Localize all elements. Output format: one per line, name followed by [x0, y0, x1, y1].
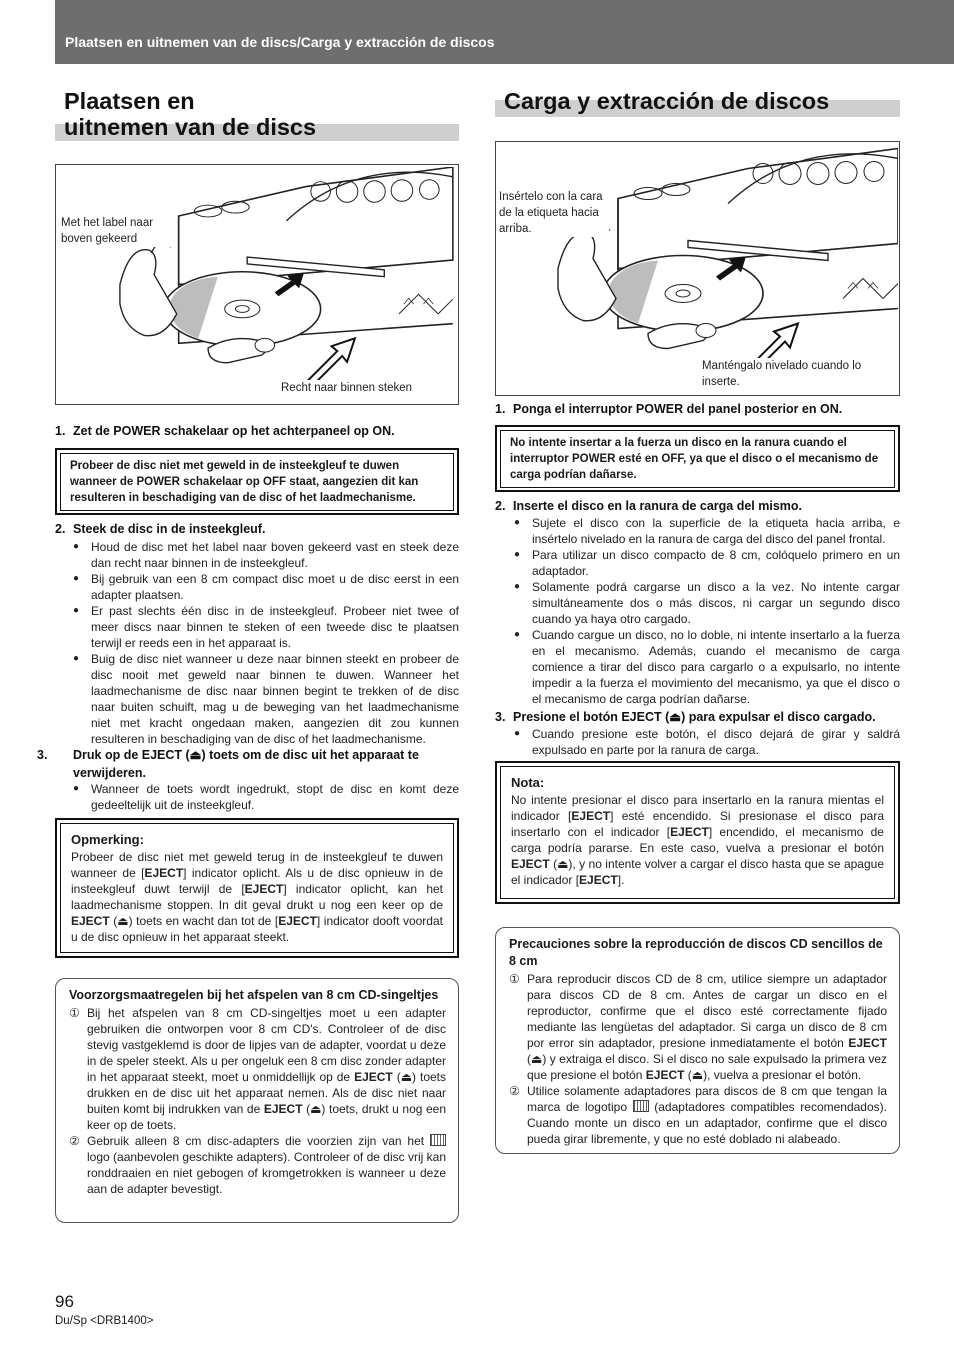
- list-item: ● Bij gebruik van een 8 cm compact disc moet u de disc eerst in een adapter plaatsen.: [73, 571, 459, 603]
- right-step-1-num: 1.: [495, 402, 506, 416]
- left-note-title: Opmerking:: [71, 832, 144, 847]
- left-step-2: [55, 520, 459, 538]
- left-prec-item-2: ② Gebruik alleen 8 cm disc-adapters die voorzien zijn van het logo (aanbevolen geschikte adapters). Controleer of de disc vrij kan ronddraaien en niet gebogen of kromgetrokken is wanneer u deze aan de adapter bevestigt.: [69, 1133, 446, 1197]
- right-warning-text: No intente insertar a la fuerza un disco en la ranura cuando el interruptor POWER esté en OFF, ya que el disco o el mecanismo de carga podrían dañarse.: [500, 430, 895, 488]
- right-step-1: [495, 400, 900, 418]
- left-note-body: Probeer de disc niet met geweld terug in de insteekgleuf te duwen wanneer de [EJECT] indicator oplicht. Als u de disc opnieuw in de insteekgleuf duwt terwijl de [EJECT] indicator oplicht, kan het laadmechanisme stoppen. In dit geval drukt u nog een keer op de EJECT (⏏) toets en wacht dan tot de [EJECT] indicator dooft voordat u de disc opnieuw in het apparaat steekt.: [71, 850, 443, 944]
- list-item: ● Cuando cargue un disco, no lo doble, ni intente insertarlo a la fuerza en el mecanismo. Además, cuando el mecanismo de carga comience a tirar del disco para cargarlo o a expulsarlo, no intente impedir a la fuerza el movimiento del mecanismo, ya que el disco o el mecanismo de carga podrían dañarse.: [514, 627, 900, 707]
- right-step-3-num: 3.: [495, 710, 506, 724]
- list-item: ● Solamente podrá cargarse un disco a la vez. No intente cargar simultáneamente dos o más discos, ni cargar un segundo disco cuando ya haya otro cargado.: [514, 579, 900, 627]
- right-prec-item-1: ① Para reproducir discos CD de 8 cm, utilice siempre un adaptador para discos CD de 8 cm. Antes de cargar un disco en el reproductor, confirme que el disco esté correctamente fijado mediante las lengüetas del adaptador. Si carga un disco de 8 cm por error sin adaptador, presione inmediatamente el botón EJECT (⏏) y extraiga el disco. Si el disco no sale expulsado la primera vez que presione el botón EJECT (⏏), vuelva a presionar el botón.: [509, 971, 887, 1083]
- right-prec-item-2: ② Utilice solamente adaptadores para discos de 8 cm que tengan la marca de logotipo (adaptadores compatibles recomendados). Cuando monte un disco en un adaptador, confirme que el disco pueda girar libremente, y que no esté doblado ni alabeado.: [509, 1083, 887, 1147]
- list-item: ● Cuando presione este botón, el disco dejará de girar y saldrá expulsado en parte por la ranura de carga.: [514, 726, 900, 758]
- right-step-1-text: Ponga el interruptor POWER del panel posterior en ON.: [513, 402, 843, 416]
- right-note-title: Nota:: [511, 775, 545, 790]
- left-step-3: [37, 746, 459, 782]
- right-step-3: [495, 708, 900, 726]
- left-step-1: [55, 422, 459, 440]
- right-precautions-title: Precauciones sobre la reproducción de discos CD sencillos de 8 cm: [509, 937, 883, 968]
- right-precautions-box: [495, 927, 900, 1154]
- list-item: ● Er past slechts één disc in de insteekgleuf. Probeer niet twee of meer discs naar binnen te steken of een tweede disc te plaatsen terwijl er reeds een in het apparaat is.: [73, 603, 459, 651]
- document-code: Du/Sp <DRB1400>: [55, 1315, 154, 1327]
- right-note-box: [495, 761, 900, 904]
- right-step-3-text: Presione el botón EJECT (⏏) para expulsar el disco cargado.: [513, 710, 876, 724]
- left-warning-text: Probeer de disc niet met geweld in de insteekgleuf te duwen wanneer de POWER schakelaar op OFF staat, aangezien dit kan resulteren in beschadiging van de disc of het laadmechanisme.: [60, 453, 454, 511]
- list-item: ● Houd de disc met het label naar boven gekeerd vast en steek deze dan recht naar binnen in de insteekgleuf.: [73, 539, 459, 571]
- left-fig-label-bottom: Recht naar binnen steken: [281, 382, 413, 394]
- right-section-title: Carga y extracción de discos: [504, 88, 830, 114]
- page-number: 96: [55, 1292, 74, 1311]
- left-step-3-bullets: [73, 781, 459, 813]
- list-item: ● Wanneer de toets wordt ingedrukt, stopt de disc en komt deze gedeeltelijk uit de insteekgleuf.: [73, 781, 459, 813]
- left-step-1-num: 1.: [55, 424, 66, 438]
- left-step-2-num: 2.: [55, 522, 66, 536]
- right-warning-box: [495, 425, 900, 492]
- right-figure: [495, 141, 900, 396]
- header-title: Plaatsen en uitnemen van de discs/Carga y extracción de discos: [65, 34, 495, 50]
- left-prec-item-1: ① Bij het afspelen van 8 cm CD-singeltjes moet u een adapter gebruiken die ontworpen voor 8 cm CD's. Controleer of de disc stevig vastgeklemd is door de lipjes van de adapter, voordat u deze in de speler steekt. Als u per ongeluk een 8 cm disc zonder adapter in het apparaat steekt, moet u onmiddellijk op de EJECT (⏏) toets drukken en de disc uit het apparaat nemen. Als de disc niet naar buiten komt bij indrukken van de EJECT (⏏) toets, drukt u nog een keer op de toets.: [69, 1005, 446, 1133]
- right-step-3-bullets: [514, 726, 900, 758]
- list-item: ● Sujete el disco con la superficie de la etiqueta hacia arriba, e insértelo nivelado en la ranura de carga del disco del panel frontal.: [514, 515, 900, 547]
- compact-disc-logo-icon: [633, 1100, 649, 1112]
- right-note-body: No intente presionar el disco para insertarlo en la ranura mientas el indicador [EJECT] esté encendido. Si presionase el disco para insertarlo con el indicador [EJECT] encendido, el mecanismo de carga podría pararse. En este caso, vuelva a presionar el botón EJECT (⏏), y no intente volver a cargar el disco hasta que se apague el indicador [EJECT].: [511, 793, 884, 887]
- disc-loading-illustration: [58, 167, 456, 402]
- right-fig-label-top: Insértelo con la cara de la etiqueta hacia arriba.: [499, 189, 609, 237]
- right-step-2-text: Inserte el disco en la ranura de carga del mismo.: [513, 499, 803, 513]
- list-item: ● Para utilizar un disco compacto de 8 cm, colóquelo primero en un adaptador.: [514, 547, 900, 579]
- left-title-line2: uitnemen van de discs: [64, 114, 317, 140]
- left-note-box: [55, 818, 459, 958]
- left-step-2-bullets: [73, 539, 459, 747]
- right-step-2-num: 2.: [495, 499, 506, 513]
- left-figure: [55, 164, 459, 405]
- left-step-2-text: Steek de disc in de insteekgleuf.: [73, 522, 266, 536]
- left-step-3-text: Druk op de EJECT (⏏) toets om de disc uit het apparaat te verwijderen.: [73, 748, 419, 780]
- right-step-2-bullets: [514, 515, 900, 707]
- right-step-2: [495, 497, 900, 515]
- right-fig-label-bottom: Manténgalo nivelado cuando lo inserte.: [702, 358, 877, 390]
- left-section-title: [64, 88, 316, 140]
- left-step-1-text: Zet de POWER schakelaar op het achterpaneel op ON.: [73, 424, 395, 438]
- left-title-line1: Plaatsen en: [64, 88, 195, 114]
- left-step-3-num: 3.: [37, 748, 48, 762]
- left-fig-label-top: Met het label naar boven gekeerd: [61, 215, 171, 247]
- left-precautions-box: [55, 978, 459, 1223]
- list-item: ● Buig de disc niet wanneer u deze naar binnen steekt en probeer de disc nooit met geweld naar binnen te duwen. Wanneer het laadmechanisme de disc naar binnen begint te trekken of de disc naar buiten schuift, mag u de beweging van het laadmechanisme niet met kracht ongedaan maken, aangezien dit zou kunnen resulteren in beschadiging van de disc of het laadmechanisme.: [73, 651, 459, 747]
- header-bar: [55, 0, 954, 64]
- disc-loading-illustration: [498, 146, 898, 391]
- left-warning-box: [55, 448, 459, 515]
- compact-disc-logo-icon: [430, 1134, 446, 1146]
- left-precautions-title: Voorzorgsmaatregelen bij het afspelen van 8 cm CD-singeltjes: [69, 988, 439, 1002]
